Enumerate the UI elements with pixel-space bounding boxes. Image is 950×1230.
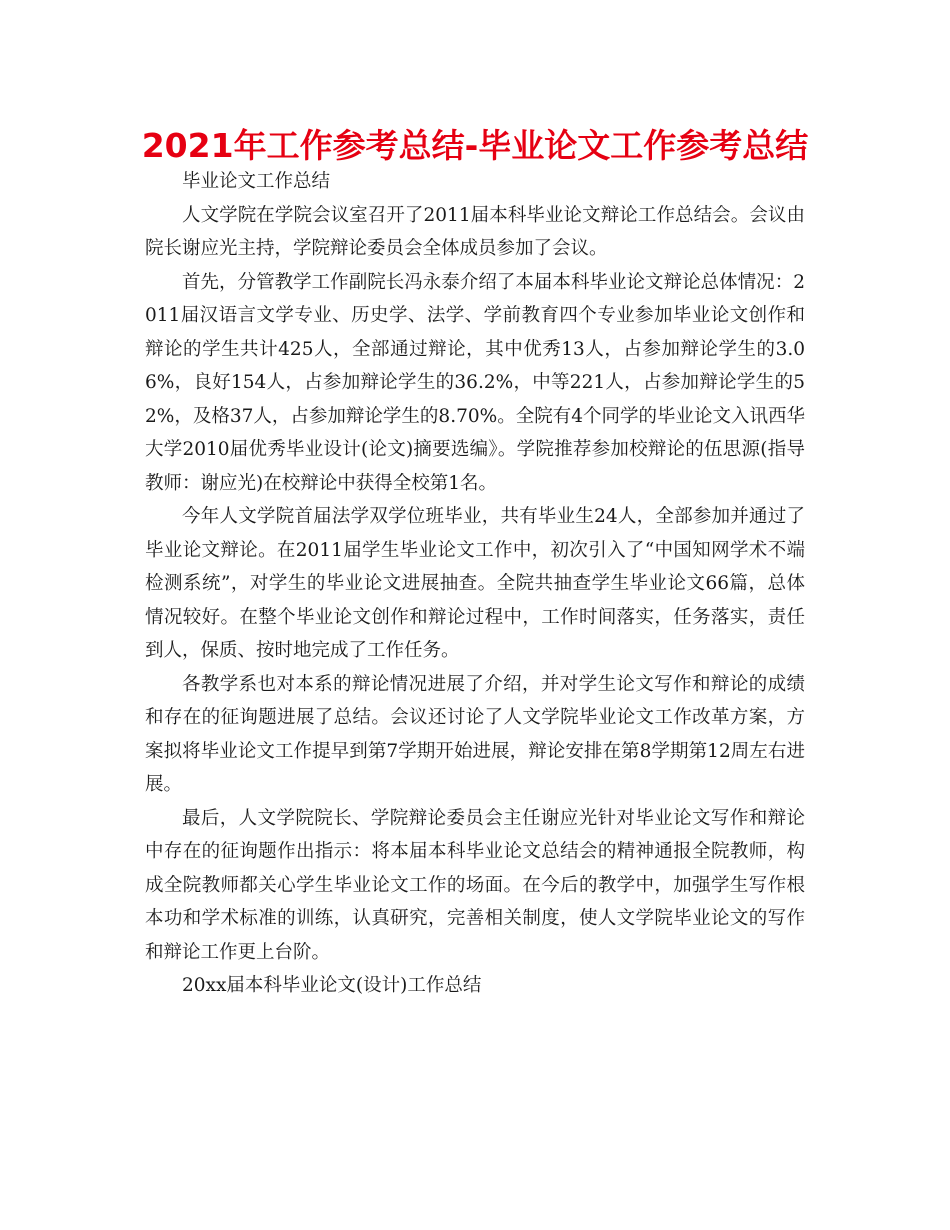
document-subtitle: 毕业论文工作总结	[182, 171, 331, 192]
document-body	[145, 165, 805, 1003]
paragraph: 最后，人文学院院长、学院辩论委员会主任谢应光针对毕业论文写作和辩论中存在的征询题作出指示：将本届本科毕业论文总结会的精神通报全院教师，构成全院教师都关心学生毕业论文工作的场面。在今后的教学中，加强学生写作根本功和学术标准的训练，认真研究，完善相关制度，使人文学院毕业论文的写作和辩论工作更上台阶。	[145, 807, 805, 963]
paragraph: 首先，分管教学工作副院长冯永泰介绍了本届本科毕业论文辩论总体情况：2011届汉语言文学专业、历史学、法学、学前教育四个专业参加毕业论文创作和辩论的学生共计425人，全部通过辩论，其中优秀13人，占参加辩论学生的3.06%，良好154人，占参加辩论学生的36.2%，中等221人，占参加辩论学生的52%，及格37人，占参加辩论学生的8.70%。全院有4个同学的毕业论文入讯西华大学2010届优秀毕业设计(论文)摘要选编》。学院推荐参加校辩论的伍思源(指导教师：谢应光)在校辩论中获得全校第1名。	[145, 271, 805, 494]
paragraph: 人文学院在学院会议室召开了2011届本科毕业论文辩论工作总结会。会议由院长谢应光主持，学院辩论委员会全体成员参加了会议。	[145, 204, 805, 259]
paragraph: 今年人文学院首届法学双学位班毕业，共有毕业生24人，全部参加并通过了毕业论文辩论。在2011届学生毕业论文工作中，初次引入了“中国知网学术不端检测系统”，对学生的毕业论文进展抽查。全院共抽查学生毕业论文66篇，总体情况较好。在整个毕业论文创作和辩论过程中，工作时间落实，任务落实，责任到人，保质、按时地完成了工作任务。	[145, 506, 805, 661]
document-title: 2021年工作参考总结-毕业论文工作参考总结	[141, 126, 809, 165]
paragraph: 各教学系也对本系的辩论情况进展了介绍，并对学生论文写作和辩论的成绩和存在的征询题进展了总结。会议还讨论了人文学院毕业论文工作改革方案，方案拟将毕业论文工作提早到第7学期开始进展，辩论安排在第8学期第12周左右进展。	[145, 673, 805, 795]
closing-heading: 20xx届本科毕业论文(设计)工作总结	[182, 975, 482, 996]
